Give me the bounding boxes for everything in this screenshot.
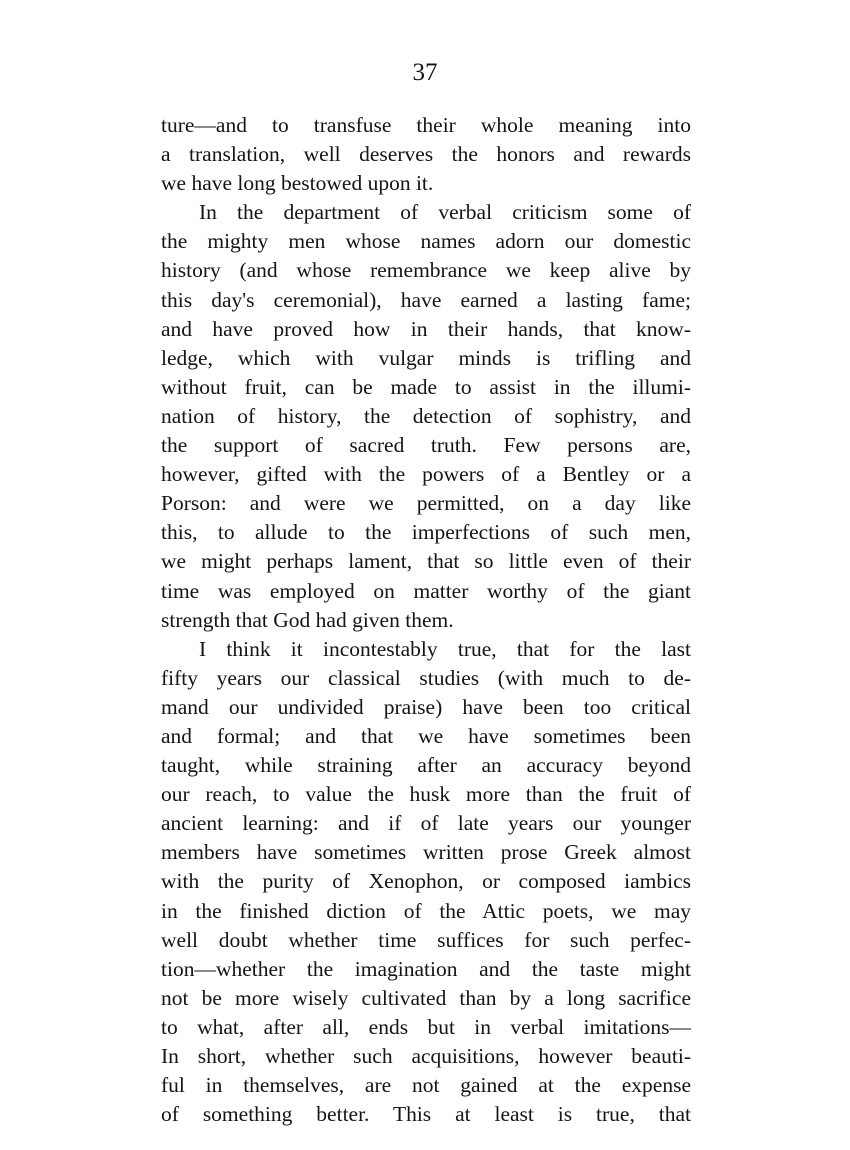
body-text — [161, 111, 691, 1129]
text-line: I think it incontestably true, that for the last — [199, 636, 691, 661]
text-line: the support of sacred truth. Few persons are, — [161, 433, 691, 458]
text-line: Porson: and were we permitted, on a day like — [161, 491, 691, 516]
text-line: in the finished diction of the Attic poets, we may — [161, 898, 691, 923]
paragraph — [161, 635, 691, 1130]
text-line: this, to allude to the imperfections of such men, — [161, 520, 691, 545]
text-line: well doubt whether time suffices for such perfec- — [161, 927, 691, 952]
text-line: In the department of verbal criticism some of — [199, 200, 691, 225]
text-line: without fruit, can be made to assist in the illumi- — [161, 374, 691, 399]
text-line: history (and whose remembrance we keep alive by — [161, 258, 691, 283]
text-line: members have sometimes written prose Greek almost — [161, 840, 691, 865]
text-line: this day's ceremonial), have earned a lasting fame; — [161, 287, 691, 312]
text-line: we might perhaps lament, that so little even of their — [161, 549, 691, 574]
text-line: fifty years our classical studies (with much to de- — [161, 665, 691, 690]
text-line: to what, after all, ends but in verbal imitations— — [161, 1014, 691, 1039]
text-line: ful in themselves, are not gained at the expense — [161, 1073, 691, 1098]
page-number: 37 — [412, 59, 438, 86]
text-line: tion—whether the imagination and the taste might — [161, 956, 691, 981]
paragraph — [161, 198, 691, 634]
text-line: and have proved how in their hands, that know- — [161, 316, 691, 341]
text-line: nation of history, the detection of sophistry, and — [161, 403, 691, 428]
text-line: taught, while straining after an accuracy beyond — [161, 753, 691, 778]
text-line: In short, whether such acquisitions, however beauti- — [161, 1044, 691, 1068]
text-line: not be more wisely cultivated than by a long sacrifice — [161, 985, 691, 1010]
text-line: our reach, to value the husk more than the fruit of — [161, 782, 691, 807]
paragraph — [161, 111, 691, 198]
text-line: ture—and to transfuse their whole meaning into — [161, 113, 691, 137]
text-line: mand our undivided praise) have been too critical — [161, 694, 691, 719]
text-line: a translation, well deserves the honors and rewards — [161, 142, 691, 167]
text-line: the mighty men whose names adorn our domestic — [161, 229, 691, 254]
text-line: we have long bestowed upon it. — [161, 171, 434, 196]
text-line: however, gifted with the powers of a Bentley or a — [161, 462, 691, 487]
text-line: ledge, which with vulgar minds is trifling and — [161, 345, 691, 370]
text-line: time was employed on matter worthy of the giant — [161, 578, 691, 603]
text-line: with the purity of Xenophon, or composed iambics — [161, 869, 691, 894]
text-line: of something better. This at least is true, that — [161, 1102, 691, 1127]
text-line: strength that God had given them. — [161, 607, 454, 632]
text-line: ancient learning: and if of late years our younger — [161, 811, 691, 836]
text-line: and formal; and that we have sometimes been — [161, 723, 691, 748]
